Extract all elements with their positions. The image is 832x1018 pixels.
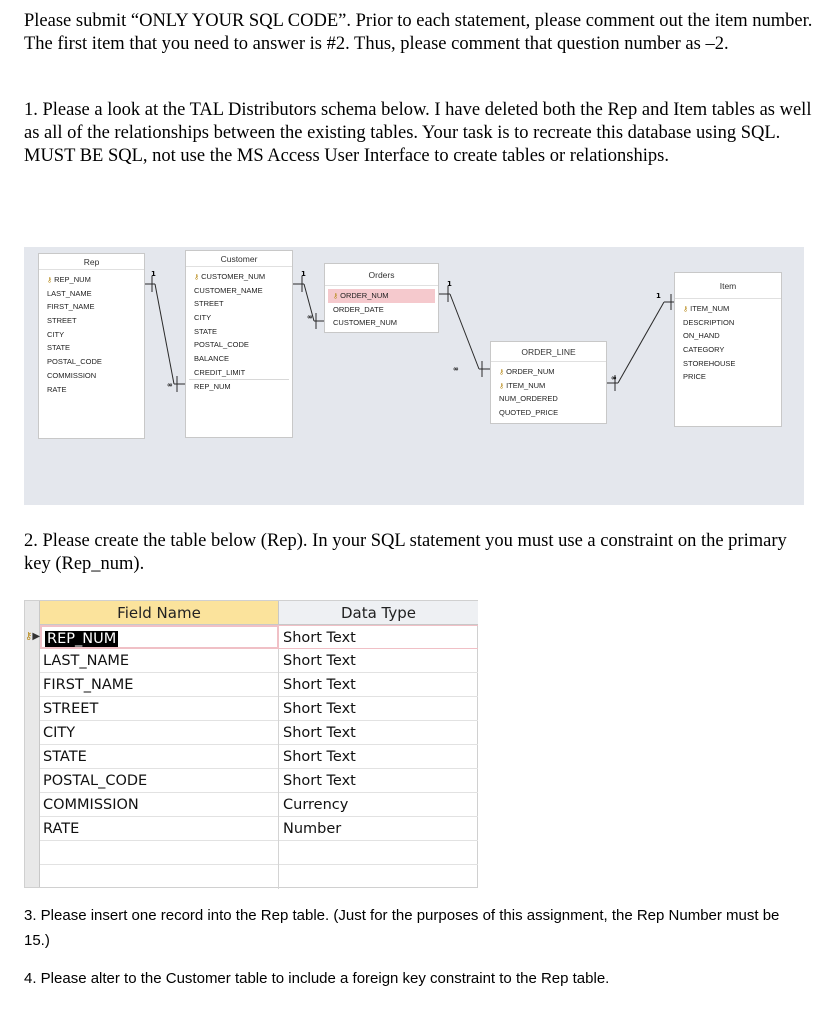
item-4-paragraph: 4. Please alter to the Customer table to include a foreign key constraint to the Rep table. [24,970,610,987]
order-line-field: ⚷ ITEM_NUM [494,379,603,393]
table-row[interactable] [40,649,478,673]
table-row[interactable] [40,721,478,745]
orders-field: ORDER_DATE [333,304,384,314]
orders-table-title: Orders [325,264,438,286]
item-field: CATEGORY [683,345,725,355]
field-name-cell[interactable]: RATE [40,817,279,841]
table-row[interactable] [40,769,478,793]
data-type-cell[interactable]: Number [283,821,342,837]
item-orderline-many: ∞ [611,374,617,382]
order-line-field: QUOTED_PRICE [499,408,559,418]
table-row[interactable] [40,793,478,817]
customer-table-title: Customer [186,251,292,267]
data-type-cell[interactable]: Short Text [283,653,356,669]
table-row[interactable] [40,673,478,697]
orders-field: CUSTOMER_NUM [333,318,398,328]
customer-field: ⚷ CUSTOMER_NUM [189,270,289,284]
rep-field: RATE [47,384,67,394]
rep-table-title: Rep [39,254,144,270]
field-name-cell[interactable] [40,625,279,649]
item-field: ⚷ ITEM_NUM [678,302,778,316]
customer-field: POSTAL_CODE [194,340,249,350]
customer-field: STATE [194,326,218,336]
data-type-cell[interactable] [279,841,478,865]
item-2-paragraph: 2. Please create the table below (Rep). In your SQL statement you must use a constraint on the primary key (Rep_num). [24,531,787,574]
data-type-cell[interactable] [279,865,478,889]
intro-paragraph: Please submit “ONLY YOUR SQL CODE”. Prior to each statement, please comment out the item number. The first item that you need to answer is #2. Thus, please comment that question number as –2. [24,11,813,54]
item-field: DESCRIPTION [683,317,735,327]
customer-field: CITY [194,313,212,323]
item-3-paragraph: 3. Please insert one record into the Rep table. (Just for the purposes of this assignment, the Rep Number must be 15.) [24,907,780,949]
customer-field: CUSTOMER_NAME [194,285,263,295]
orders-field: ⚷ ORDER_NUM [328,289,435,303]
order-line-field: ⚷ ORDER_NUM [494,365,603,379]
relationship-lines [24,247,804,505]
data-type-cell[interactable]: Short Text [283,677,356,693]
field-name-cell[interactable]: LAST_NAME [40,649,279,673]
field-name-cell[interactable] [40,841,279,865]
table-row[interactable] [40,865,478,889]
orders-orderline-one: 1 [447,280,452,288]
rep-field: COMMISSION [47,370,97,380]
rep-customer-many: ∞ [167,381,173,389]
field-name-header[interactable]: Field Name [40,601,279,625]
item-1-paragraph: 1. Please a look at the TAL Distributors schema below. I have deleted both the Rep and Item tables as well as all of the relationships between the existing tables. Your task is to recreate this database using SQL. MUST BE SQL, not use the MS Access User Interface to create tables or relationships. [24,100,812,166]
data-type-cell[interactable]: Currency [283,797,349,813]
table-row[interactable] [40,841,478,865]
rep-field: POSTAL_CODE [47,357,102,367]
customer-field: BALANCE [194,354,230,364]
data-type-header[interactable]: Data Type [279,601,478,625]
field-name-text: REP_NUM [47,631,117,647]
table-row[interactable] [40,745,478,769]
table-row[interactable] [40,817,478,841]
rep-customer-one: 1 [151,270,156,278]
customer-field: STREET [194,299,224,309]
customer-field: REP_NUM [194,381,231,391]
customer-orders-one: 1 [301,270,306,278]
field-name-cell[interactable]: STREET [40,697,279,721]
data-type-cell[interactable]: Short Text [283,773,356,789]
field-name-cell[interactable]: FIRST_NAME [40,673,279,697]
field-name-cell[interactable]: STATE [40,745,279,769]
item-orderline-one: 1 [656,292,661,300]
orders-orderline-line [450,294,479,369]
rep-field: STREET [47,316,77,326]
item-field: ON_HAND [683,331,720,341]
item-orderline-line [618,302,664,383]
item-field: STOREHOUSE [683,358,736,368]
relationship-diagram [24,247,804,505]
table-design-grid [24,600,478,888]
rep-field: ⚷ REP_NUM [42,273,141,287]
field-name-cell[interactable]: CITY [40,721,279,745]
customer-orders-many: ∞ [307,313,313,321]
data-type-cell[interactable]: Short Text [279,625,478,649]
rep-field: LAST_NAME [47,288,92,298]
rep-field: FIRST_NAME [47,302,95,312]
item-field: PRICE [683,372,706,382]
data-type-cell[interactable]: Short Text [283,749,356,765]
field-name-cell[interactable] [40,865,279,889]
table-row[interactable] [40,697,478,721]
orders-orderline-many: ∞ [453,365,459,373]
rep-field: CITY [47,329,65,339]
rep-field: STATE [47,343,71,353]
field-name-cell[interactable]: POSTAL_CODE [40,769,279,793]
item-table-title: Item [675,273,781,299]
customer-field: CREDIT_LIMIT [189,366,289,380]
order-line-field: NUM_ORDERED [499,394,558,404]
current-row-indicator-icon: ⚷▶ [25,631,41,642]
data-type-cell[interactable]: Short Text [283,701,356,717]
data-type-cell[interactable]: Short Text [283,725,356,741]
order-line-table-title: ORDER_LINE [491,342,606,362]
rep-customer-line [155,284,174,384]
table-row[interactable] [40,625,478,649]
field-name-cell[interactable]: COMMISSION [40,793,279,817]
